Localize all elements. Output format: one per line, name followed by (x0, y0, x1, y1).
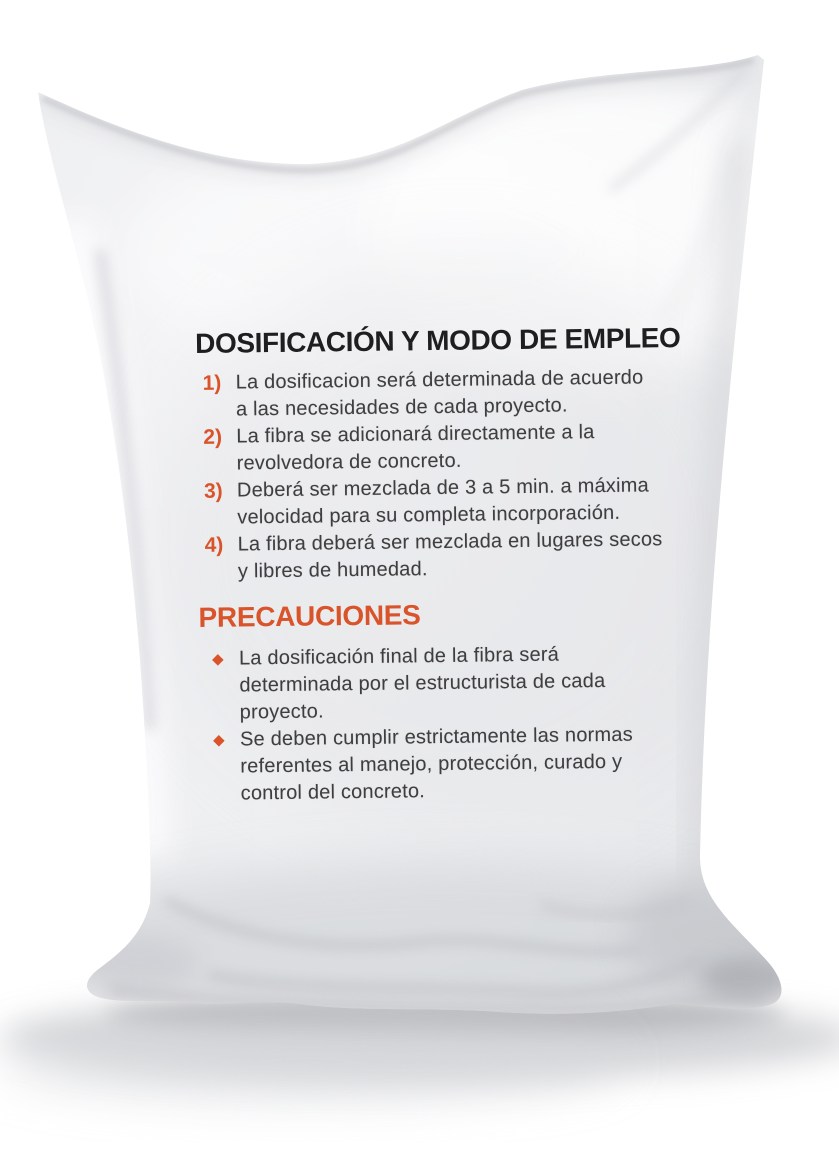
precaution-text: Se deben cumplir estrictamente las normas referentes al manejo, protección, curado y control del concreto. (239, 723, 633, 805)
precaution-item (200, 721, 721, 808)
diamond-bullet-icon: ◆ (211, 650, 224, 668)
precautions-title: PRECAUCIONES (198, 599, 421, 633)
item-number: 1) (202, 371, 222, 395)
item-text: La fibra se adicionará directamente a la revolvedora de concreto. (236, 421, 595, 475)
item-number: 3) (203, 479, 223, 503)
item-number: 4) (204, 533, 224, 557)
dosage-item (196, 418, 717, 478)
dosage-item (197, 526, 718, 586)
precaution-text: La dosificación final de la fibra será determinada por el estructurista de cada proyecto. (238, 643, 606, 724)
item-text: La fibra deberá ser mezclada en lugares secos y libres de humedad. (237, 528, 663, 583)
dosage-panel (195, 322, 721, 808)
dosage-item (197, 472, 718, 532)
diamond-bullet-icon: ◆ (212, 731, 225, 749)
floor-shadow (0, 995, 839, 1098)
dosage-title: DOSIFICACIÓN Y MODO DE EMPLEO (195, 322, 681, 359)
precaution-item (199, 640, 720, 727)
item-text: La dosificacion será determinada de acuerdo a las necesidades de cada proyecto. (235, 366, 644, 421)
item-number: 2) (203, 425, 223, 449)
dosage-item (196, 364, 717, 424)
item-text: Deberá ser mezclada de 3 a 5 min. a máxima velocidad para su completa incorporación. (236, 474, 650, 529)
